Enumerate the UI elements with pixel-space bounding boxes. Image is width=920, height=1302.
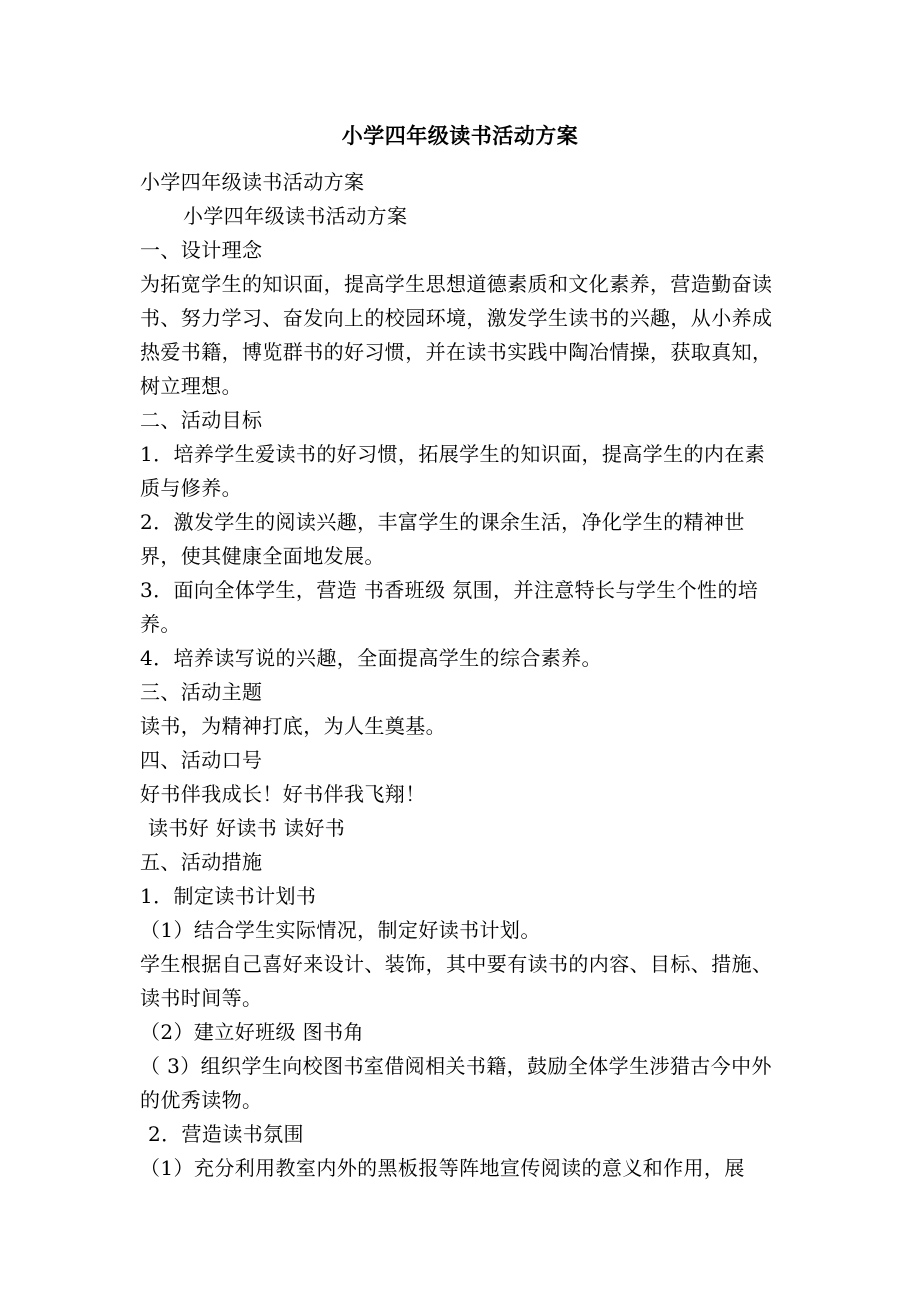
goal-item-1: 1．培养学生爱读书的好习惯，拓展学生的知识面，提高学生的内在素质与修养。 xyxy=(140,442,766,500)
section-heading-design-concept: 一、设计理念 xyxy=(140,238,263,262)
section-heading-activity-slogan: 四、活动口号 xyxy=(140,748,263,772)
goal-item-4: 4．培养读写说的兴趣，全面提高学生的综合素养。 xyxy=(140,646,602,670)
section-heading-activity-measures: 五、活动措施 xyxy=(140,850,263,874)
section-heading-activity-goals: 二、活动目标 xyxy=(140,408,263,432)
measure-heading-1: 1．制定读书计划书 xyxy=(140,884,317,908)
goal-item-3: 3．面向全体学生，营造 书香班级 氛围，并注意特长与学生个性的培养。 xyxy=(140,578,759,636)
section-heading-activity-theme: 三、活动主题 xyxy=(140,680,263,704)
paragraph-subtitle-indented: 小学四年级读书活动方案 xyxy=(183,204,408,228)
paragraph-activity-theme: 读书，为精神打底，为人生奠基。 xyxy=(140,714,446,738)
slogan-line-2: 读书好 好读书 读好书 xyxy=(148,816,346,840)
paragraph-subtitle: 小学四年级读书活动方案 xyxy=(140,170,365,194)
slogan-line-1: 好书伴我成长！好书伴我飞翔！ xyxy=(140,782,426,806)
measure-heading-2: 2．营造读书氛围 xyxy=(148,1122,304,1146)
paragraph-design-concept: 为拓宽学生的知识面，提高学生思想道德素质和文化素养，营造勤奋读书、努力学习、奋发向上的校园环境，激发学生读书的兴趣，从小养成热爱书籍，博览群书的好习惯，并在读书实践中陶冶情操，获取真知，树立理想。 xyxy=(140,272,773,398)
goal-item-2: 2．激发学生的阅读兴趣，丰富学生的课余生活，净化学生的精神世界，使其健康全面地发展。 xyxy=(140,510,745,568)
document-title: 小学四年级读书活动方案 xyxy=(341,123,579,148)
document-body xyxy=(140,165,785,1185)
paragraph-measure-1-detail: 学生根据自己喜好来设计、装饰，其中要有读书的内容、目标、措施、读书时间等。 xyxy=(140,952,773,1010)
measure-item-2-1: （1）充分利用教室内外的黑板报等阵地宣传阅读的意义和作用，展 xyxy=(140,1156,745,1180)
measure-item-1-2: （2）建立好班级 图书角 xyxy=(140,1020,364,1044)
measure-item-1-3: （ 3）组织学生向校图书室借阅相关书籍，鼓励全体学生涉猎古今中外的优秀读物。 xyxy=(140,1054,772,1112)
measure-item-1-1: （1）结合学生实际情况，制定好读书计划。 xyxy=(140,918,541,942)
